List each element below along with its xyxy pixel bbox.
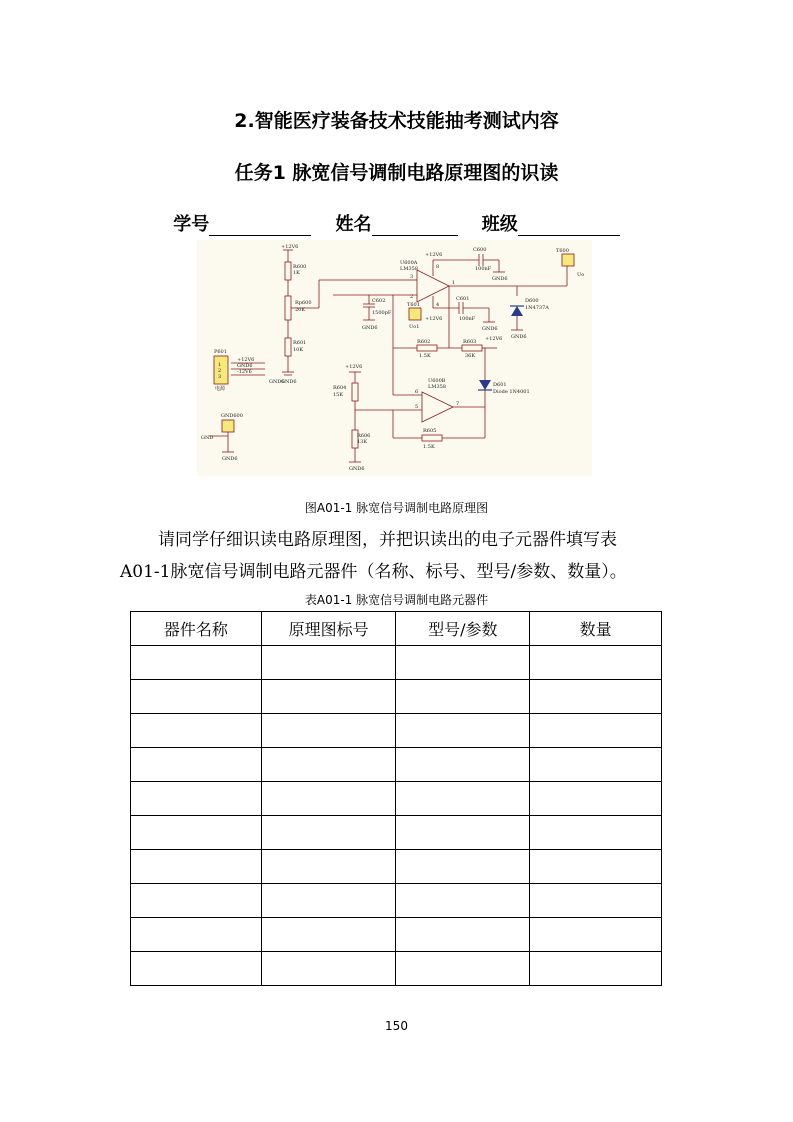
- table-row: [131, 714, 662, 748]
- table-cell[interactable]: [396, 646, 530, 680]
- svg-text:8: 8: [436, 264, 440, 270]
- svg-text:2: 2: [410, 294, 414, 300]
- svg-text:Uo1: Uo1: [409, 324, 420, 330]
- figure-caption: 图A01-1 脉宽信号调制电路原理图: [304, 501, 489, 515]
- svg-text:1: 1: [452, 280, 456, 286]
- svg-text:R602: R602: [417, 339, 431, 345]
- svg-text:Diode 1N4001: Diode 1N4001: [493, 389, 530, 395]
- table-cell[interactable]: [131, 714, 262, 748]
- header-model-param: 型号/参数: [396, 612, 530, 646]
- svg-text:GND6: GND6: [362, 325, 378, 331]
- table-cell[interactable]: [530, 714, 662, 748]
- table-row: [131, 884, 662, 918]
- svg-text:R604: R604: [333, 385, 347, 391]
- header-component-name: 器件名称: [131, 612, 262, 646]
- table-cell[interactable]: [261, 680, 396, 714]
- table-cell[interactable]: [131, 782, 262, 816]
- svg-text:1500pF: 1500pF: [372, 310, 392, 316]
- svg-text:R600: R600: [293, 264, 307, 270]
- table-row: [131, 680, 662, 714]
- table-cell[interactable]: [261, 952, 396, 986]
- svg-text:GND6: GND6: [237, 363, 253, 369]
- svg-text:R601: R601: [293, 340, 307, 346]
- svg-text:GND6: GND6: [492, 276, 508, 282]
- table-cell[interactable]: [396, 782, 530, 816]
- table-cell[interactable]: [530, 952, 662, 986]
- svg-text:R603: R603: [463, 339, 477, 345]
- task-title: 任务1 脉宽信号调制电路原理图的识读: [234, 162, 559, 184]
- svg-text:1N4737A: 1N4737A: [525, 305, 549, 311]
- svg-text:3: 3: [218, 374, 222, 380]
- class-blank[interactable]: [518, 215, 620, 236]
- table-row: [131, 646, 662, 680]
- table-row: [131, 850, 662, 884]
- table-cell[interactable]: [131, 748, 262, 782]
- table-cell[interactable]: [131, 884, 262, 918]
- class-label: 班级: [481, 214, 518, 235]
- svg-text:+12V6: +12V6: [425, 316, 443, 322]
- table-cell[interactable]: [530, 646, 662, 680]
- svg-text:U600A: U600A: [400, 260, 418, 266]
- table-cell[interactable]: [396, 714, 530, 748]
- section-title: 2.智能医疗装备技术技能抽考测试内容: [234, 110, 559, 132]
- circuit-schematic: [197, 240, 592, 476]
- svg-text:GND600: GND600: [221, 413, 243, 419]
- svg-text:100nF: 100nF: [459, 316, 476, 322]
- svg-text:1: 1: [218, 362, 222, 368]
- svg-text:D601: D601: [493, 382, 507, 388]
- svg-text:20K: 20K: [295, 307, 306, 313]
- table-row: [131, 918, 662, 952]
- components-table: [130, 611, 662, 986]
- page-number: 150: [385, 1019, 408, 1033]
- svg-text:Rp600: Rp600: [295, 300, 312, 306]
- table-cell[interactable]: [261, 782, 396, 816]
- svg-text:1K: 1K: [293, 270, 300, 276]
- table-cell[interactable]: [530, 918, 662, 952]
- student-id-blank[interactable]: [209, 215, 311, 236]
- svg-text:+12V6: +12V6: [485, 336, 503, 342]
- svg-text:-12V6: -12V6: [237, 369, 252, 375]
- name-label: 姓名: [335, 214, 372, 235]
- svg-text:LM358: LM358: [400, 266, 418, 272]
- table-cell[interactable]: [131, 918, 262, 952]
- svg-text:1.5K: 1.5K: [423, 444, 435, 450]
- table-cell[interactable]: [530, 816, 662, 850]
- instruction-paragraph: [120, 524, 680, 588]
- svg-text:13K: 13K: [357, 439, 368, 445]
- table-cell[interactable]: [530, 748, 662, 782]
- t601-testpoint: [409, 308, 421, 320]
- table-cell[interactable]: [261, 816, 396, 850]
- student-info-fields: [0, 210, 793, 236]
- header-quantity: 数量: [530, 612, 662, 646]
- svg-text:+12V6: +12V6: [425, 252, 443, 258]
- svg-text:36K: 36K: [465, 353, 476, 359]
- svg-text:10K: 10K: [293, 347, 304, 353]
- table-row: [131, 952, 662, 986]
- d600-zener-icon: [511, 306, 523, 316]
- t600-testpoint: [562, 254, 574, 266]
- svg-text:GND: GND: [201, 435, 214, 441]
- svg-text:+12V6: +12V6: [345, 364, 363, 370]
- table-cell[interactable]: [131, 816, 262, 850]
- svg-text:4: 4: [436, 302, 440, 308]
- table-cell[interactable]: [396, 748, 530, 782]
- svg-text:1.5K: 1.5K: [419, 353, 431, 359]
- table-cell[interactable]: [261, 646, 396, 680]
- svg-text:U600B: U600B: [428, 378, 446, 384]
- svg-text:C600: C600: [473, 247, 487, 253]
- student-id-label: 学号: [173, 214, 210, 235]
- gnd600-testpoint: [222, 420, 234, 432]
- svg-text:+12V6: +12V6: [237, 357, 255, 363]
- table-cell[interactable]: [530, 850, 662, 884]
- svg-text:15K: 15K: [333, 392, 344, 398]
- table-cell[interactable]: [396, 850, 530, 884]
- svg-text:R606: R606: [357, 433, 371, 439]
- table-cell[interactable]: [131, 680, 262, 714]
- table-row: [131, 816, 662, 850]
- svg-text:D600: D600: [525, 298, 539, 304]
- table-caption: 表A01-1 脉宽信号调制电路元器件: [304, 593, 489, 607]
- table-cell[interactable]: [261, 714, 396, 748]
- svg-text:R605: R605: [423, 428, 437, 434]
- svg-text:P601: P601: [214, 349, 227, 355]
- svg-text:GND6: GND6: [482, 326, 498, 332]
- svg-text:5: 5: [415, 404, 419, 410]
- svg-text:GND6: GND6: [269, 379, 285, 385]
- table-cell[interactable]: [530, 680, 662, 714]
- svg-text:GND6: GND6: [349, 466, 365, 472]
- svg-text:GND6: GND6: [511, 334, 527, 340]
- svg-text:GND6: GND6: [281, 379, 297, 385]
- table-cell[interactable]: [396, 952, 530, 986]
- table-cell[interactable]: [396, 918, 530, 952]
- d601-diode-icon: [479, 380, 491, 390]
- table-row: [131, 782, 662, 816]
- svg-text:C601: C601: [456, 296, 470, 302]
- table-cell[interactable]: [396, 816, 530, 850]
- table-cell[interactable]: [261, 850, 396, 884]
- table-cell[interactable]: [396, 884, 530, 918]
- svg-text:2: 2: [218, 368, 222, 374]
- name-blank[interactable]: [372, 215, 458, 236]
- table-cell[interactable]: [261, 918, 396, 952]
- svg-text:+12V6: +12V6: [281, 244, 299, 250]
- table-cell[interactable]: [530, 884, 662, 918]
- svg-text:3: 3: [410, 274, 414, 280]
- table-row: [131, 748, 662, 782]
- svg-text:100nF: 100nF: [475, 266, 492, 272]
- svg-text:T601: T601: [407, 302, 420, 308]
- table-cell[interactable]: [261, 884, 396, 918]
- svg-text:7: 7: [456, 401, 460, 407]
- svg-text:C602: C602: [372, 298, 386, 304]
- svg-text:GND6: GND6: [222, 456, 238, 462]
- svg-text:电源: 电源: [215, 386, 226, 392]
- table-cell[interactable]: [131, 646, 262, 680]
- header-schematic-ref: 原理图标号: [261, 612, 396, 646]
- table-cell[interactable]: [131, 952, 262, 986]
- table-header-row: [131, 612, 662, 646]
- table-cell[interactable]: [396, 680, 530, 714]
- table-cell[interactable]: [530, 782, 662, 816]
- table-cell[interactable]: [131, 850, 262, 884]
- instruction-line-2: A01-1脉宽信号调制电路元器件（名称、标号、型号/参数、数量）。: [120, 562, 627, 582]
- table-cell[interactable]: [261, 748, 396, 782]
- svg-text:Uo: Uo: [577, 272, 585, 278]
- svg-text:LM358: LM358: [428, 384, 446, 390]
- instruction-line-1: 请同学仔细识读电路原理图，并把识读出的电子元器件填写表: [158, 530, 617, 550]
- svg-text:T600: T600: [556, 248, 569, 254]
- svg-text:6: 6: [415, 389, 419, 395]
